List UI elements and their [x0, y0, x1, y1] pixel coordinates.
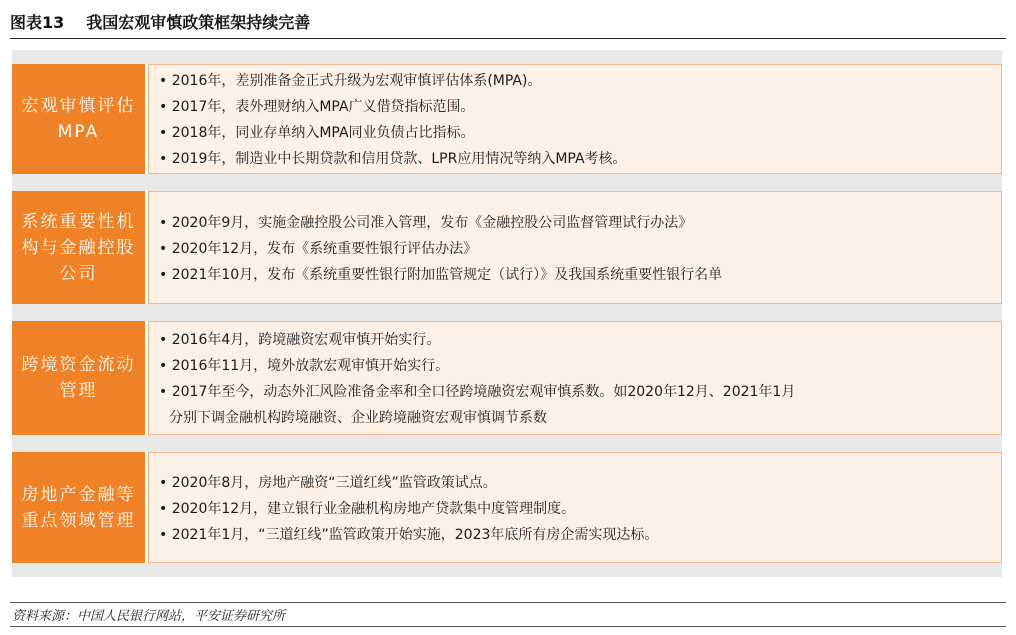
section-content: [148, 321, 1002, 435]
section-content: [148, 452, 1002, 563]
section-label: 房地产金融等重点领域管理: [12, 452, 145, 563]
list-item: • 2019年，制造业中长期贷款和信用贷款、LPR应用情况等纳入MPA考核。: [159, 146, 991, 172]
figure-number: 图表13: [10, 13, 65, 32]
source-note: 资料来源：中国人民银行网站，平安证券研究所: [12, 609, 286, 624]
separator-band: [12, 174, 1002, 191]
list-item: • 2020年12月，建立银行业金融机构房地产贷款集中度管理制度。: [159, 496, 991, 522]
list-item: • 2021年1月，“三道红线”监管政策开始实施，2023年底所有房企需实现达标。: [159, 522, 991, 548]
list-item: • 2016年11月，境外放款宏观审慎开始实行。: [159, 353, 991, 379]
section-label: 跨境资金流动管理: [12, 321, 145, 435]
section-content: [148, 64, 1002, 174]
section-label: 系统重要性机构与金融控股公司: [12, 191, 145, 304]
source-rule: [10, 602, 1006, 603]
section-cross-border: [12, 321, 1002, 435]
list-item: • 2017年至今，动态外汇风险准备金率和全口径跨境融资宏观审慎系数。如2020年12月、2021年1月: [159, 379, 991, 405]
separator-band: [12, 304, 1002, 321]
list-item: • 2016年4月，跨境融资宏观审慎开始实行。: [159, 327, 991, 353]
list-item: • 2020年12月，发布《系统重要性银行评估办法》: [159, 236, 991, 262]
separator-band: [12, 50, 1002, 64]
figure-caption: 我国宏观审慎政策框架持续完善: [86, 13, 311, 32]
separator-band: [12, 435, 1002, 452]
separator-band: [12, 563, 1002, 577]
list-item: • 2021年10月，发布《系统重要性银行附加监管规定（试行）》及我国系统重要性银行名单: [159, 262, 991, 288]
list-item-continuation: 分别下调金融机构跨境融资、企业跨境融资宏观审慎调节系数: [169, 410, 547, 426]
list-item: • 2020年9月，实施金融控股公司准入管理，发布《金融控股公司监督管理试行办法》: [159, 210, 991, 236]
section-sifi: [12, 191, 1002, 304]
section-label: 宏观审慎评估MPA: [12, 64, 145, 174]
top-rule: [10, 38, 1006, 39]
section-real-estate: [12, 452, 1002, 563]
list-item: • 2016年，差别准备金正式升级为宏观审慎评估体系(MPA)。: [159, 68, 991, 94]
list-item: • 2020年8月，房地产融资“三道红线”监管政策试点。: [159, 470, 991, 496]
bottom-rule: [10, 626, 1006, 627]
list-item: • 2017年，表外理财纳入MPA广义借贷指标范围。: [159, 94, 991, 120]
section-mpa: [12, 64, 1002, 174]
figure-title: [10, 10, 310, 33]
list-item: • 2018年，同业存单纳入MPA同业负债占比指标。: [159, 120, 991, 146]
section-content: [148, 191, 1002, 304]
